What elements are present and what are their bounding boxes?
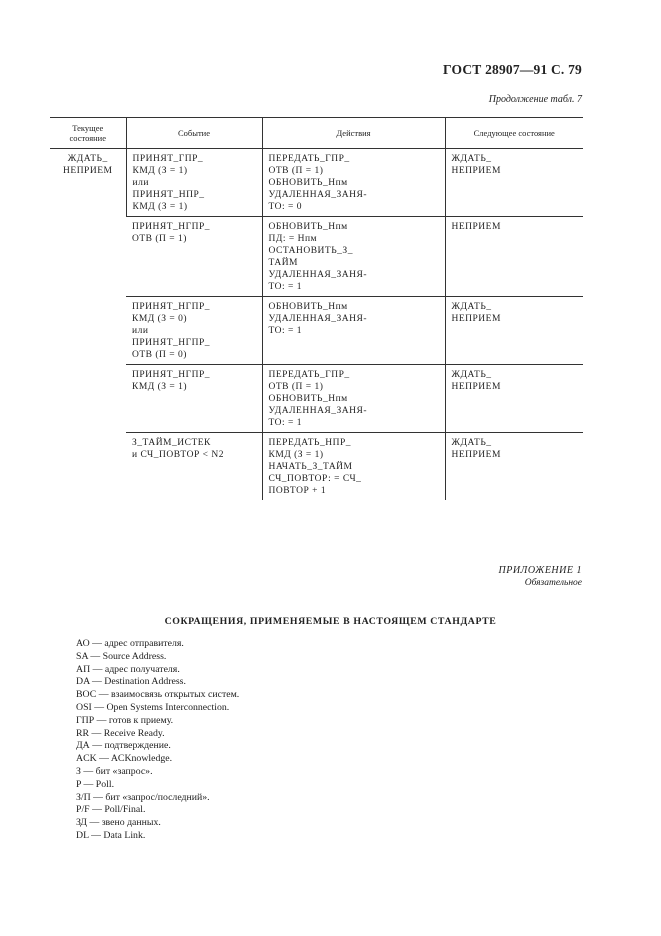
event-cell: З_ТАЙМ_ИСТЕК и СЧ_ПОВТОР < N2 (132, 438, 224, 460)
list-item: P/F — Poll/Final. (76, 804, 146, 816)
list-item: SA — Source Address. (76, 650, 167, 662)
section-title: СОКРАЩЕНИЯ, ПРИМЕНЯЕМЫЕ В НАСТОЯЩЕМ СТАНДАРТЕ (164, 616, 497, 627)
action-cell: ПЕРЕДАТЬ_ГПР_ ОТВ (П = 1) ОБНОВИТЬ_Нпм УДАЛЕННАЯ_ЗАНЯ- ТО: = 0 (262, 149, 445, 217)
table-row (50, 365, 583, 433)
next-state-cell: ЖДАТЬ_ НЕПРИЕМ (445, 149, 583, 217)
list-item: З/П — бит «запрос/последний». (76, 791, 210, 803)
list-item: DL — Data Link. (76, 829, 146, 841)
list-item: АП — адрес получателя. (76, 663, 180, 675)
next-state-cell: ЖДАТЬ_ НЕПРИЕМ (445, 297, 583, 365)
list-item: ДА — подтверждение. (76, 740, 171, 752)
event-cell: ПРИНЯТ_НГПР_ ОТВ (П = 1) (126, 217, 262, 297)
next-state-cell: ЖДАТЬ_ НЕПРИЕМ (445, 365, 583, 433)
table-header-row (50, 118, 583, 149)
next-state-cell: НЕПРИЕМ (445, 217, 583, 297)
list-item: ЗД — звено данных. (76, 817, 161, 829)
event-cell: ПРИНЯТ_НГПР_ КМД (З = 0) или ПРИНЯТ_НГПР_ ОТВ (П = 0) (126, 297, 262, 365)
column-header-actions: Действия (262, 118, 445, 149)
list-item: АО — адрес отправителя. (76, 638, 184, 649)
appendix-title: ПРИЛОЖЕНИЕ 1 (498, 565, 582, 576)
list-item: DA — Destination Address. (76, 676, 186, 688)
action-cell: ПЕРЕДАТЬ_ГПР_ ОТВ (П = 1) ОБНОВИТЬ_Нпм УДАЛЕННАЯ_ЗАНЯ- ТО: = 1 (262, 365, 445, 433)
list-item: З — бит «запрос». (76, 765, 153, 777)
next-state-cell: ЖДАТЬ_ НЕПРИЕМ (445, 433, 583, 501)
column-header-current-state: Текущее состояние (50, 118, 126, 149)
action-cell: ОБНОВИТЬ_Нпм ПД: = Нпм ОСТАНОВИТЬ_З_ ТАЙМ УДАЛЕННАЯ_ЗАНЯ- ТО: = 1 (262, 217, 445, 297)
event-cell: ПРИНЯТ_НГПР_ КМД (З = 1) (126, 365, 262, 433)
table-row (50, 217, 583, 297)
list-item: ВОС — взаимосвязь открытых систем. (76, 689, 240, 701)
table-continuation-note: Продолжение табл. 7 (488, 94, 582, 105)
column-header-next-state: Следующее состояние (445, 118, 583, 149)
state-transition-table (50, 117, 583, 500)
abbreviation-list (76, 638, 239, 843)
event-cell: ПРИНЯТ_ГПР_ КМД (З = 1) или ПРИНЯТ_НПР_ КМД (З = 1) (126, 149, 262, 217)
page-header-title: ГОСТ 28907—91 С. 79 (443, 62, 582, 77)
column-header-event: Событие (126, 118, 262, 149)
list-item: ГПР — готов к приему. (76, 714, 174, 726)
action-cell: ПЕРЕДАТЬ_НПР_ КМД (З = 1) НАЧАТЬ_З_ТАЙМ СЧ_ПОВТОР: = СЧ_ ПОВТОР + 1 (262, 433, 445, 501)
list-item: RR — Receive Ready. (76, 727, 165, 739)
list-item: ACK — ACKnowledge. (76, 753, 173, 765)
current-state-cell: ЖДАТЬ_ НЕПРИЕМ (63, 154, 113, 176)
table-row (50, 149, 583, 217)
table-row (50, 433, 583, 501)
table-row (50, 297, 583, 365)
action-cell: ОБНОВИТЬ_Нпм УДАЛЕННАЯ_ЗАНЯ- ТО: = 1 (262, 297, 445, 365)
list-item: OSI — Open Systems Interconnection. (76, 701, 230, 713)
appendix-status: Обязательное (524, 578, 582, 588)
list-item: P — Poll. (76, 778, 115, 790)
